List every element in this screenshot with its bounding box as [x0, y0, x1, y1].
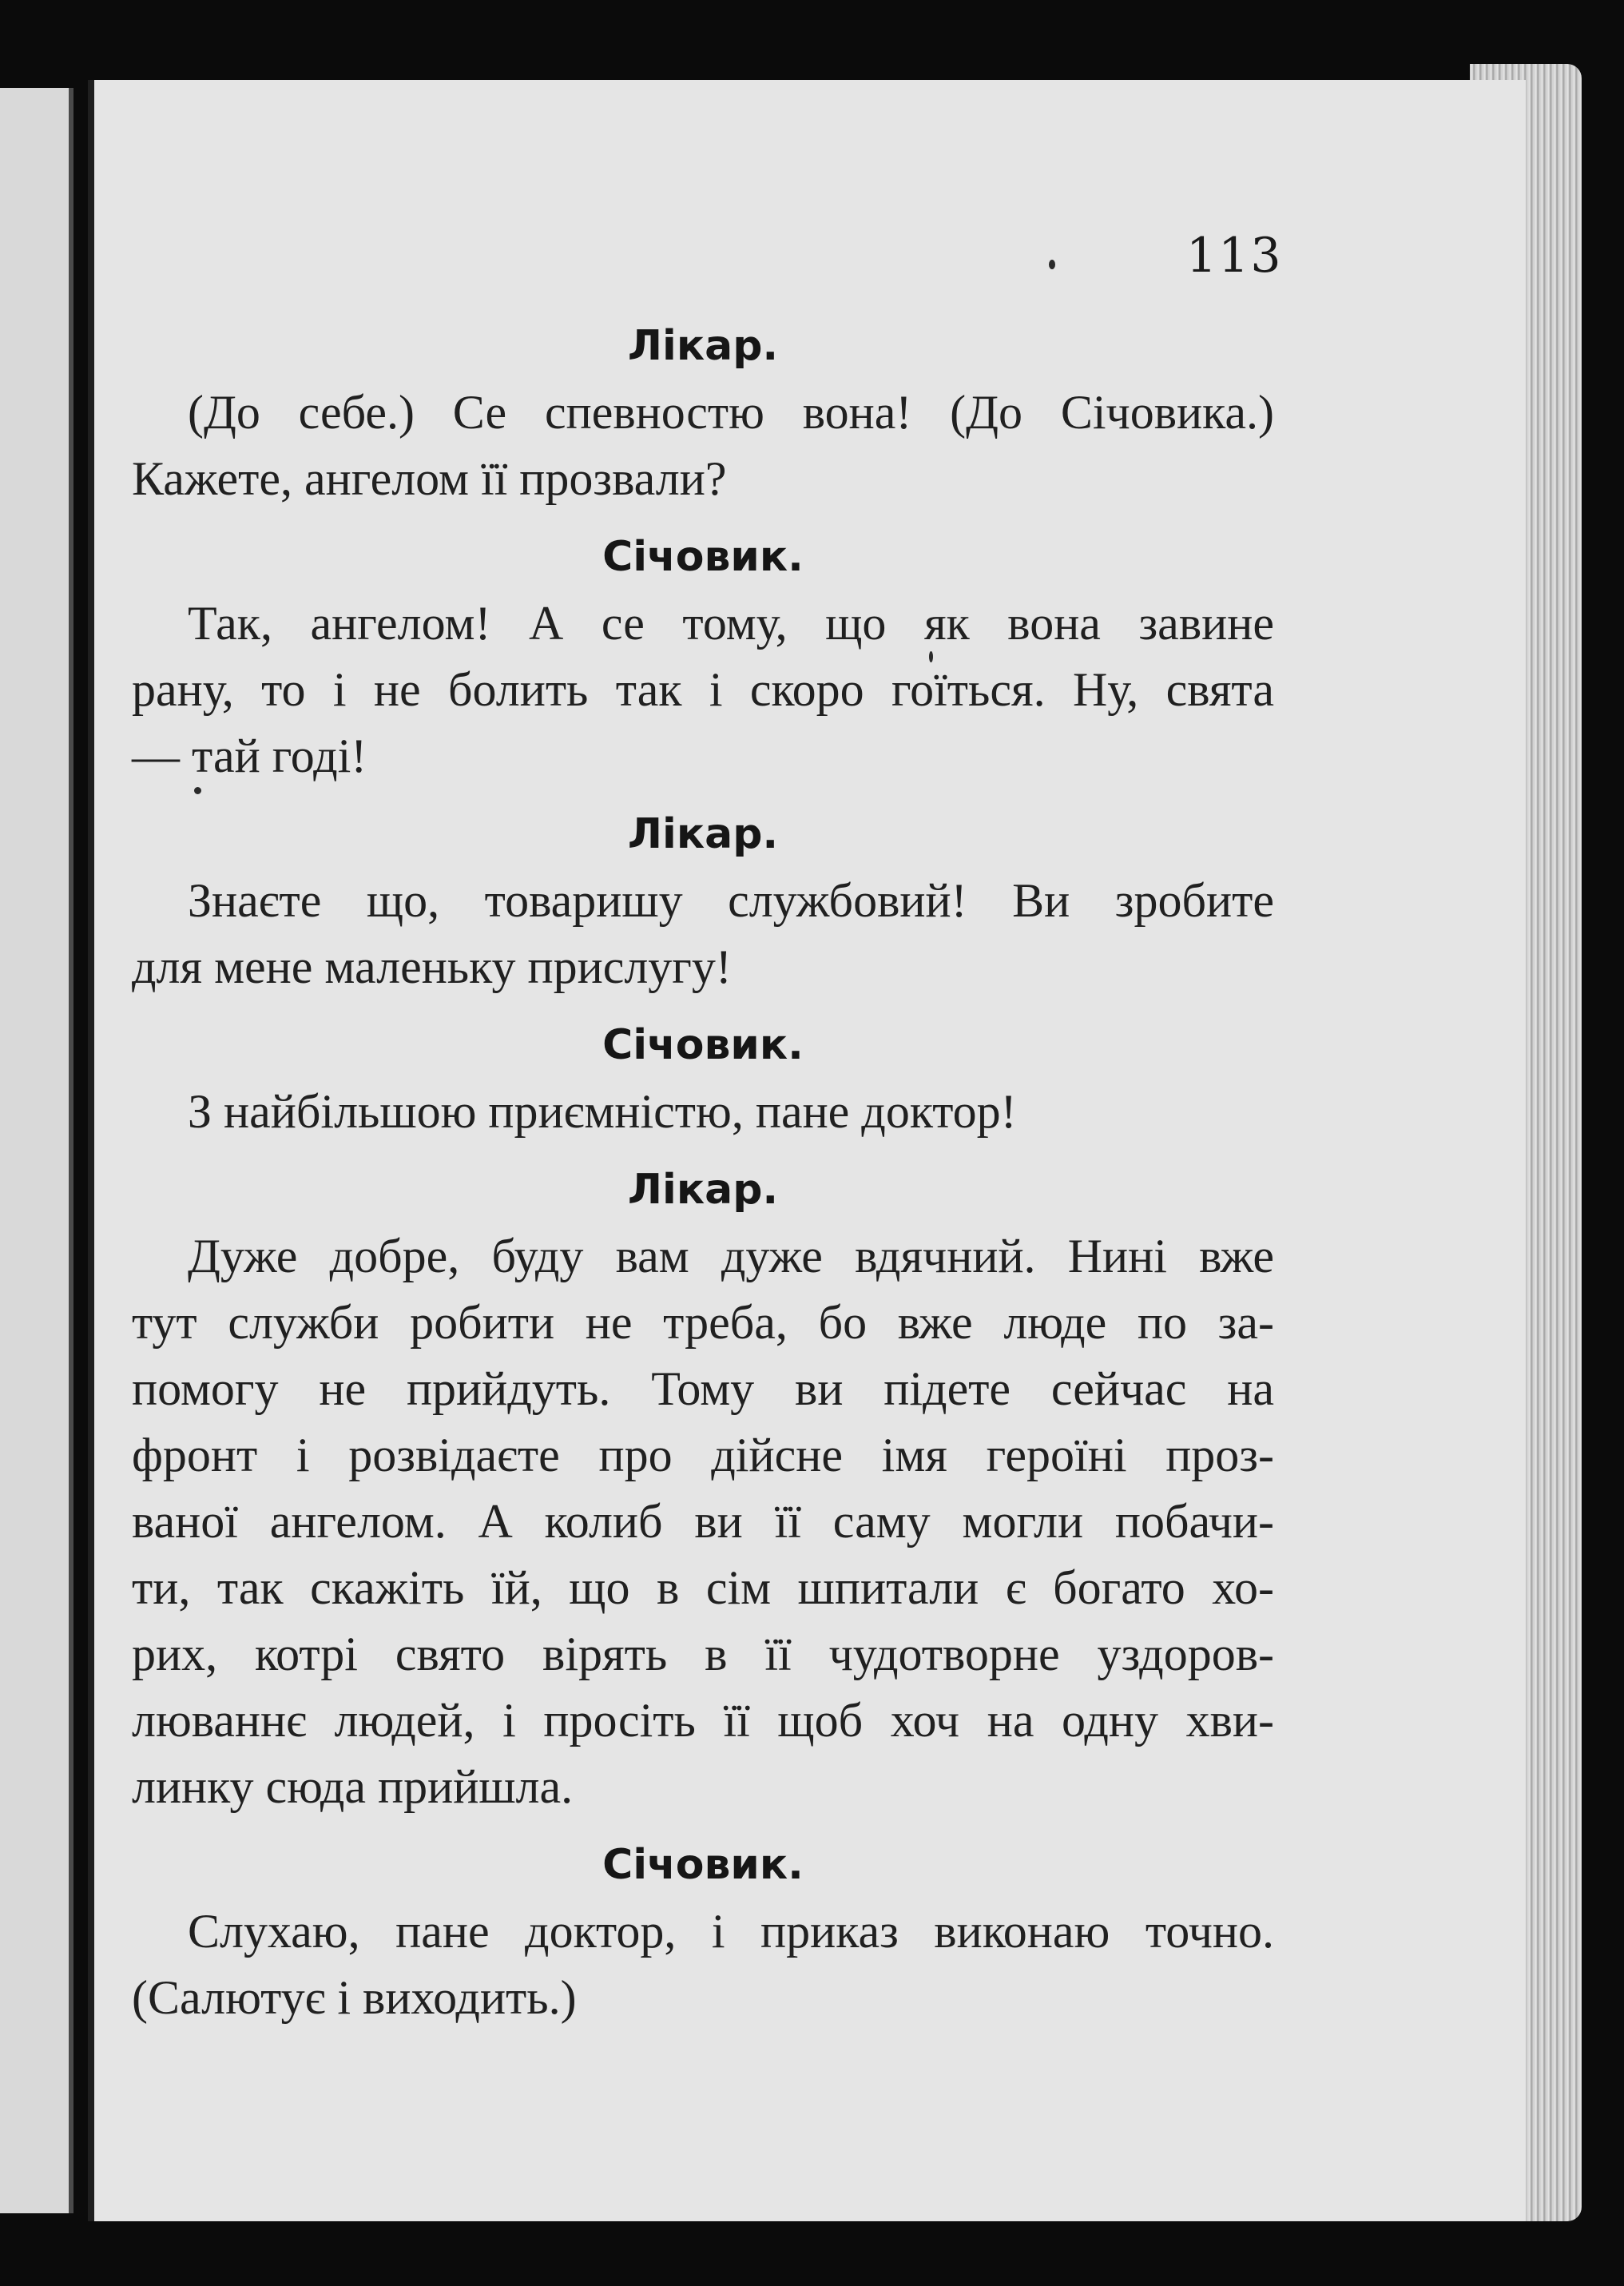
dialogue-line: ти, так скажіть їй, що в сім шпитали є богато хо-: [132, 1561, 1274, 1614]
dialogue-line: (До себе.) Се спевностю вона! (До Січовика.): [188, 386, 1274, 439]
dialogue-line: тут служби робити не треба, бо вже люде по за-: [132, 1296, 1274, 1349]
dialogue-line: (Салютує і виходить.): [132, 1971, 577, 2024]
page-number: 113: [1186, 228, 1283, 284]
passage: [132, 1835, 1274, 2031]
dialogue-line: Знаєте що, товаришу службовий! Ви зробите: [188, 874, 1274, 927]
dialogue-line: помогу не прийдуть. Тому ви підете сейчас на: [132, 1362, 1274, 1415]
speaker-name: Лікар.: [627, 1166, 779, 1214]
ink-speck: [1049, 260, 1055, 269]
dialogue-line: ваної ангелом. А колиб ви її саму могли побачи-: [132, 1495, 1274, 1548]
dialogue-line: — тай годі!: [132, 730, 367, 782]
speaker-name: Січовик.: [602, 1021, 804, 1069]
dialogue-line: З найбільшою приємністю, пане доктор!: [188, 1085, 1017, 1138]
dialogue-line: рану, то і не болить так і скоро гоїться. Ну, свята: [132, 663, 1274, 716]
passage: [132, 1015, 1274, 1145]
dialogue-line: Слухаю, пане доктор, і приказ виконаю точно.: [188, 1905, 1274, 1958]
play-text: [132, 316, 1274, 2031]
dialogue-line: Кажете, ангелом її прозвали?: [132, 452, 727, 505]
dialogue-line: для мене маленьку прислугу!: [132, 940, 732, 993]
passage: [132, 316, 1274, 512]
passage: [132, 1159, 1274, 1820]
speaker-name: Лікар.: [627, 322, 779, 370]
dialogue-line: Так, ангелом! А се тому, що як вона завине: [188, 597, 1274, 650]
dialogue-line: Дуже добре, буду вам дуже вдячний. Нині вже: [188, 1230, 1274, 1282]
speaker-name: Січовик.: [602, 533, 804, 581]
dialogue-line: рих, котрі свято вірять в її чудотворне уздоров-: [132, 1628, 1274, 1680]
dialogue-line: люваннє людей, і просіть її щоб хоч на одну хви-: [132, 1694, 1274, 1747]
dialogue-line: фронт і розвідаєте про дійсне імя героїні проз-: [132, 1429, 1274, 1481]
dialogue-line: линку сюда прийшла.: [132, 1760, 574, 1813]
speaker-name: Лікар.: [627, 810, 779, 858]
passage: [132, 527, 1274, 789]
speaker-name: Січовик.: [602, 1841, 804, 1889]
passage: [132, 804, 1274, 1000]
facing-page-edge: [0, 88, 73, 2213]
